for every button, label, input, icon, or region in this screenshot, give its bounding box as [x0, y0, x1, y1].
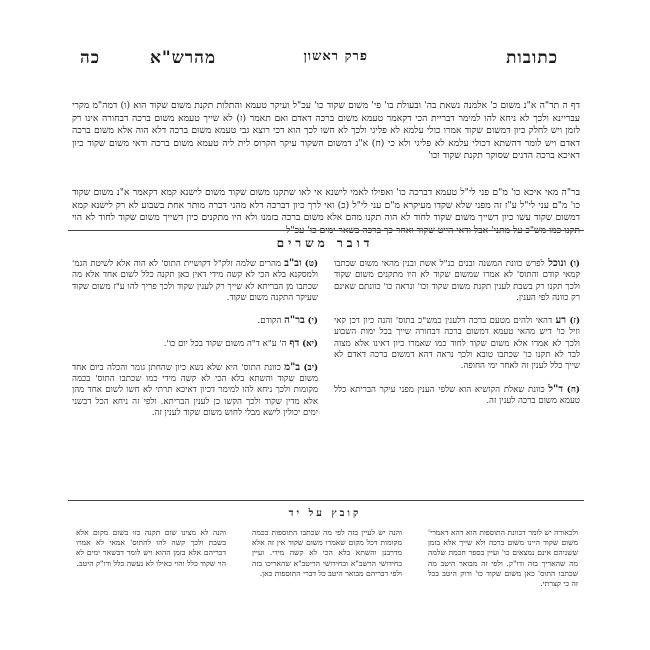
entry-number: (יב): [303, 362, 319, 373]
commentary-entry: [334, 258, 580, 304]
maharsha-paragraph: בר"ה מאי איכא כו' מ"ם פני לי"ל טעמא דברכה כו' ואפילו לאמי לישנא אי לאו שתקנו משום שקוד משום לישנא קמא דקאמר א"נ משום שקוד כו' מ"ם עני לי"ל ע"ז זה מפני שלא שקדו מעיקרא מ"ם עני לי"ל (כ) ואי לרך כיון דברכה דלא מהני דברה מותר אחת בשבוע לא רק לישנא קמא דמשום שקוד עשו כיון דשייך משום שקוד לחוד לא הוה תקנו מהם אלא משום ברכה בזמנו ולא היו מתקנים כיון דשייך משום שקוד לחוד לא הוי תקנו כמו מש"כ על מתני' אבל ודאי הייט שקוד ואחר כך ברכה בשאר ימים כו' עכ"ל: [72, 187, 580, 236]
left-commentary-column: [72, 258, 318, 430]
footnote-column: והנה יש לעיין בזה לפי מה שכתבו התוספות בכמה מקומות דכל מקום שאמרו משום שקוד אין זה אלא מדרבנן והשתא בלא הכי לא קשה מידי. ועיין בחידושי הרשב"א ובחידושי הריטב"א שהאריכו בזה ולפי דבריהם מבואר היטב כל דברי התוספות כאן.: [252, 528, 402, 578]
entry-lead-word: בר"ה: [284, 315, 305, 327]
entry-lead-word: וב"ב: [284, 258, 302, 269]
commentary-entry: [72, 338, 318, 350]
commentary-entry: [72, 258, 318, 304]
commentary-entry: [334, 315, 580, 372]
footnote-column: והנה לא מצינו שום תקנה כזו בשום מקום אלא בשבת ולכך קשה להו להתוס' אמאי לא אמרו דבריהם אלא בזמן ההוא ויש לומר דבשאר ימים לא הוי שקוד כלל והוי כאילו לא נעשה כלל ודו"ק היטב.: [76, 528, 226, 568]
maharsha-paragraph: דף ה תד"ה א"נ משום כ' אלמנה נשאת בה' ובעולת בו' פי' משום שקוד כו' עכ"ל ועיקר טעמא והתלות תקנת משום שקוד הוא (ו) דמה"מ מקרי עבריינא ולכך לא ניחא להו למימר דבריית הכי דקאמר טעמא משום ברכה דאדם ואם תאמר (ז) לא שייך טעמא משום ברכה דבחורה אינו רק לזמן ויש לחלק כיון דמשום שקוד אמרו כולי עלמא לא פליגי ולכך לא חשו לכך הוא דכי רוצא גבי טעמא משום ברכה דלא הוה אלא משום ברכה דאדם ויש לומר דהשתא דכולי עלמא לא פליגי ולא כי (ח) א"נ דמשום השקוד עיקר הקרוס לית ליה טעמא משום ברכה ודאי משום שקוד כיון דאיכא ברכה הדנים שסוקר תקנת שקוד וכו': [72, 100, 580, 162]
commentary-entry: [72, 315, 318, 327]
entry-number: (ו): [569, 259, 581, 269]
entry-text: מהרים שלמה זלק"ל דקושיית התוס' לא הוה אלא לשיטת הגמ' ולמסקנא בלא הכי לא קשה מידי דאין כאן תקנה כלל לשום אחד אלא מה שכתבו מן הבריתא לא שייך רק לענין שקוד ולכך פריך להו ע"ז משום שקוד שעיקר התקנה משום שקוד.: [72, 259, 318, 303]
entry-text: כוונת שאלת הקושיא הוא שלפי הענין מפני עיקר הבריתא כלל טעמא משום ברכה לענין זה.: [334, 384, 580, 406]
entry-text: הקודם.: [257, 316, 282, 327]
commentary-title: מהרש"א: [150, 48, 217, 68]
page-header: [68, 48, 580, 70]
entry-number: (ז): [569, 316, 581, 327]
footnote-section-title: קובץ על יד: [288, 508, 362, 519]
entry-text: כוונת התוס' היא שלא נשא כיון שהחתן גומר והכלה ביום אחד משום שקוד והשתא בלא הכי לא קשה מידי כמו שכתבו התוס' בכמה מקומות ולכך ניחא להו למימר דכיון דאיכא תרתי לא חשו לשום אחד מהן אלא מדין שקוד ולכך הקשו כן לענין הבריתא. ולפי זה ניחא הכל דבשני ימים יכולין לישא מבלי לחוש משום שקוד לענין זה.: [72, 362, 318, 418]
entry-text: לפרש כוונת המשנה ובנים כנ"ל אשת ובנין מהאי משום שכתבו קמאי קודם והתוס' לא אמרו שמשום שקוד לא היו מתקנים משום שקוד ולכך תקנו רק בשבת לענין תקנת משום שקוד וכו' ונראה כו' כוונתם שאינם רק כוונה לפי הענין.: [334, 259, 580, 303]
tractate-title: כתובות: [506, 48, 558, 68]
entry-lead-word: ב"מ: [284, 361, 301, 373]
entry-lead-word: ונוכל: [548, 258, 567, 269]
section-title: דובר משרים: [276, 236, 374, 250]
footnote-divider: [68, 500, 584, 501]
entry-number: (ח): [566, 384, 580, 395]
entry-lead-word: רע: [555, 315, 567, 327]
right-commentary-column: [334, 258, 580, 418]
chapter-title: פרק ראשון: [303, 49, 368, 64]
entry-number: (יא): [302, 339, 318, 350]
entry-lead-word: דף: [289, 338, 300, 350]
entry-number: (י): [307, 316, 318, 327]
commentary-entry: [72, 362, 318, 419]
entry-lead-word: ד"ל: [548, 383, 564, 395]
section-divider: [68, 230, 584, 231]
commentary-entry: [334, 384, 580, 408]
entry-text: ה' ע"א ד"ה משום שקוד בכל יום כו'.: [163, 339, 287, 350]
footnote-column: ולכאורה יש לומר דכוונת התוספות הוא דהא דאמרי' משום שקוד היינו משום ברכה ולא שייך אלא בזמן ששניהם אינם נמצאים כו' ועיין בספר חכמת שלמה מה שהאריך בזה ודו"ק. ולפי זה מבואר היטב מה שכתבו התוס' כאן משום שקוד כו' ודוק היטב בכל זה כי קצרתי.: [428, 528, 578, 589]
page-number: כה: [80, 48, 101, 68]
entry-number: (ט): [304, 259, 319, 269]
entry-text: דהאי ולהים מטעם ברכה דלענין כמש"כ בתוס' והנה כיון דכן קאי וזיל כו' דיש מהאי טעמא דמשום ברכה דבחורה שייך בכל ימות השבוע ולכך לא אמרו אלא משום שקוד לחוד כמו שאמרו כיון דאינו אלא מצוה לבד לא תקנו כו' שכתבו טובא ולכך נראה דהא דמשום ברכה דאדם לא שייך כלל לענין זה לאחר ימי החופה.: [334, 316, 580, 372]
